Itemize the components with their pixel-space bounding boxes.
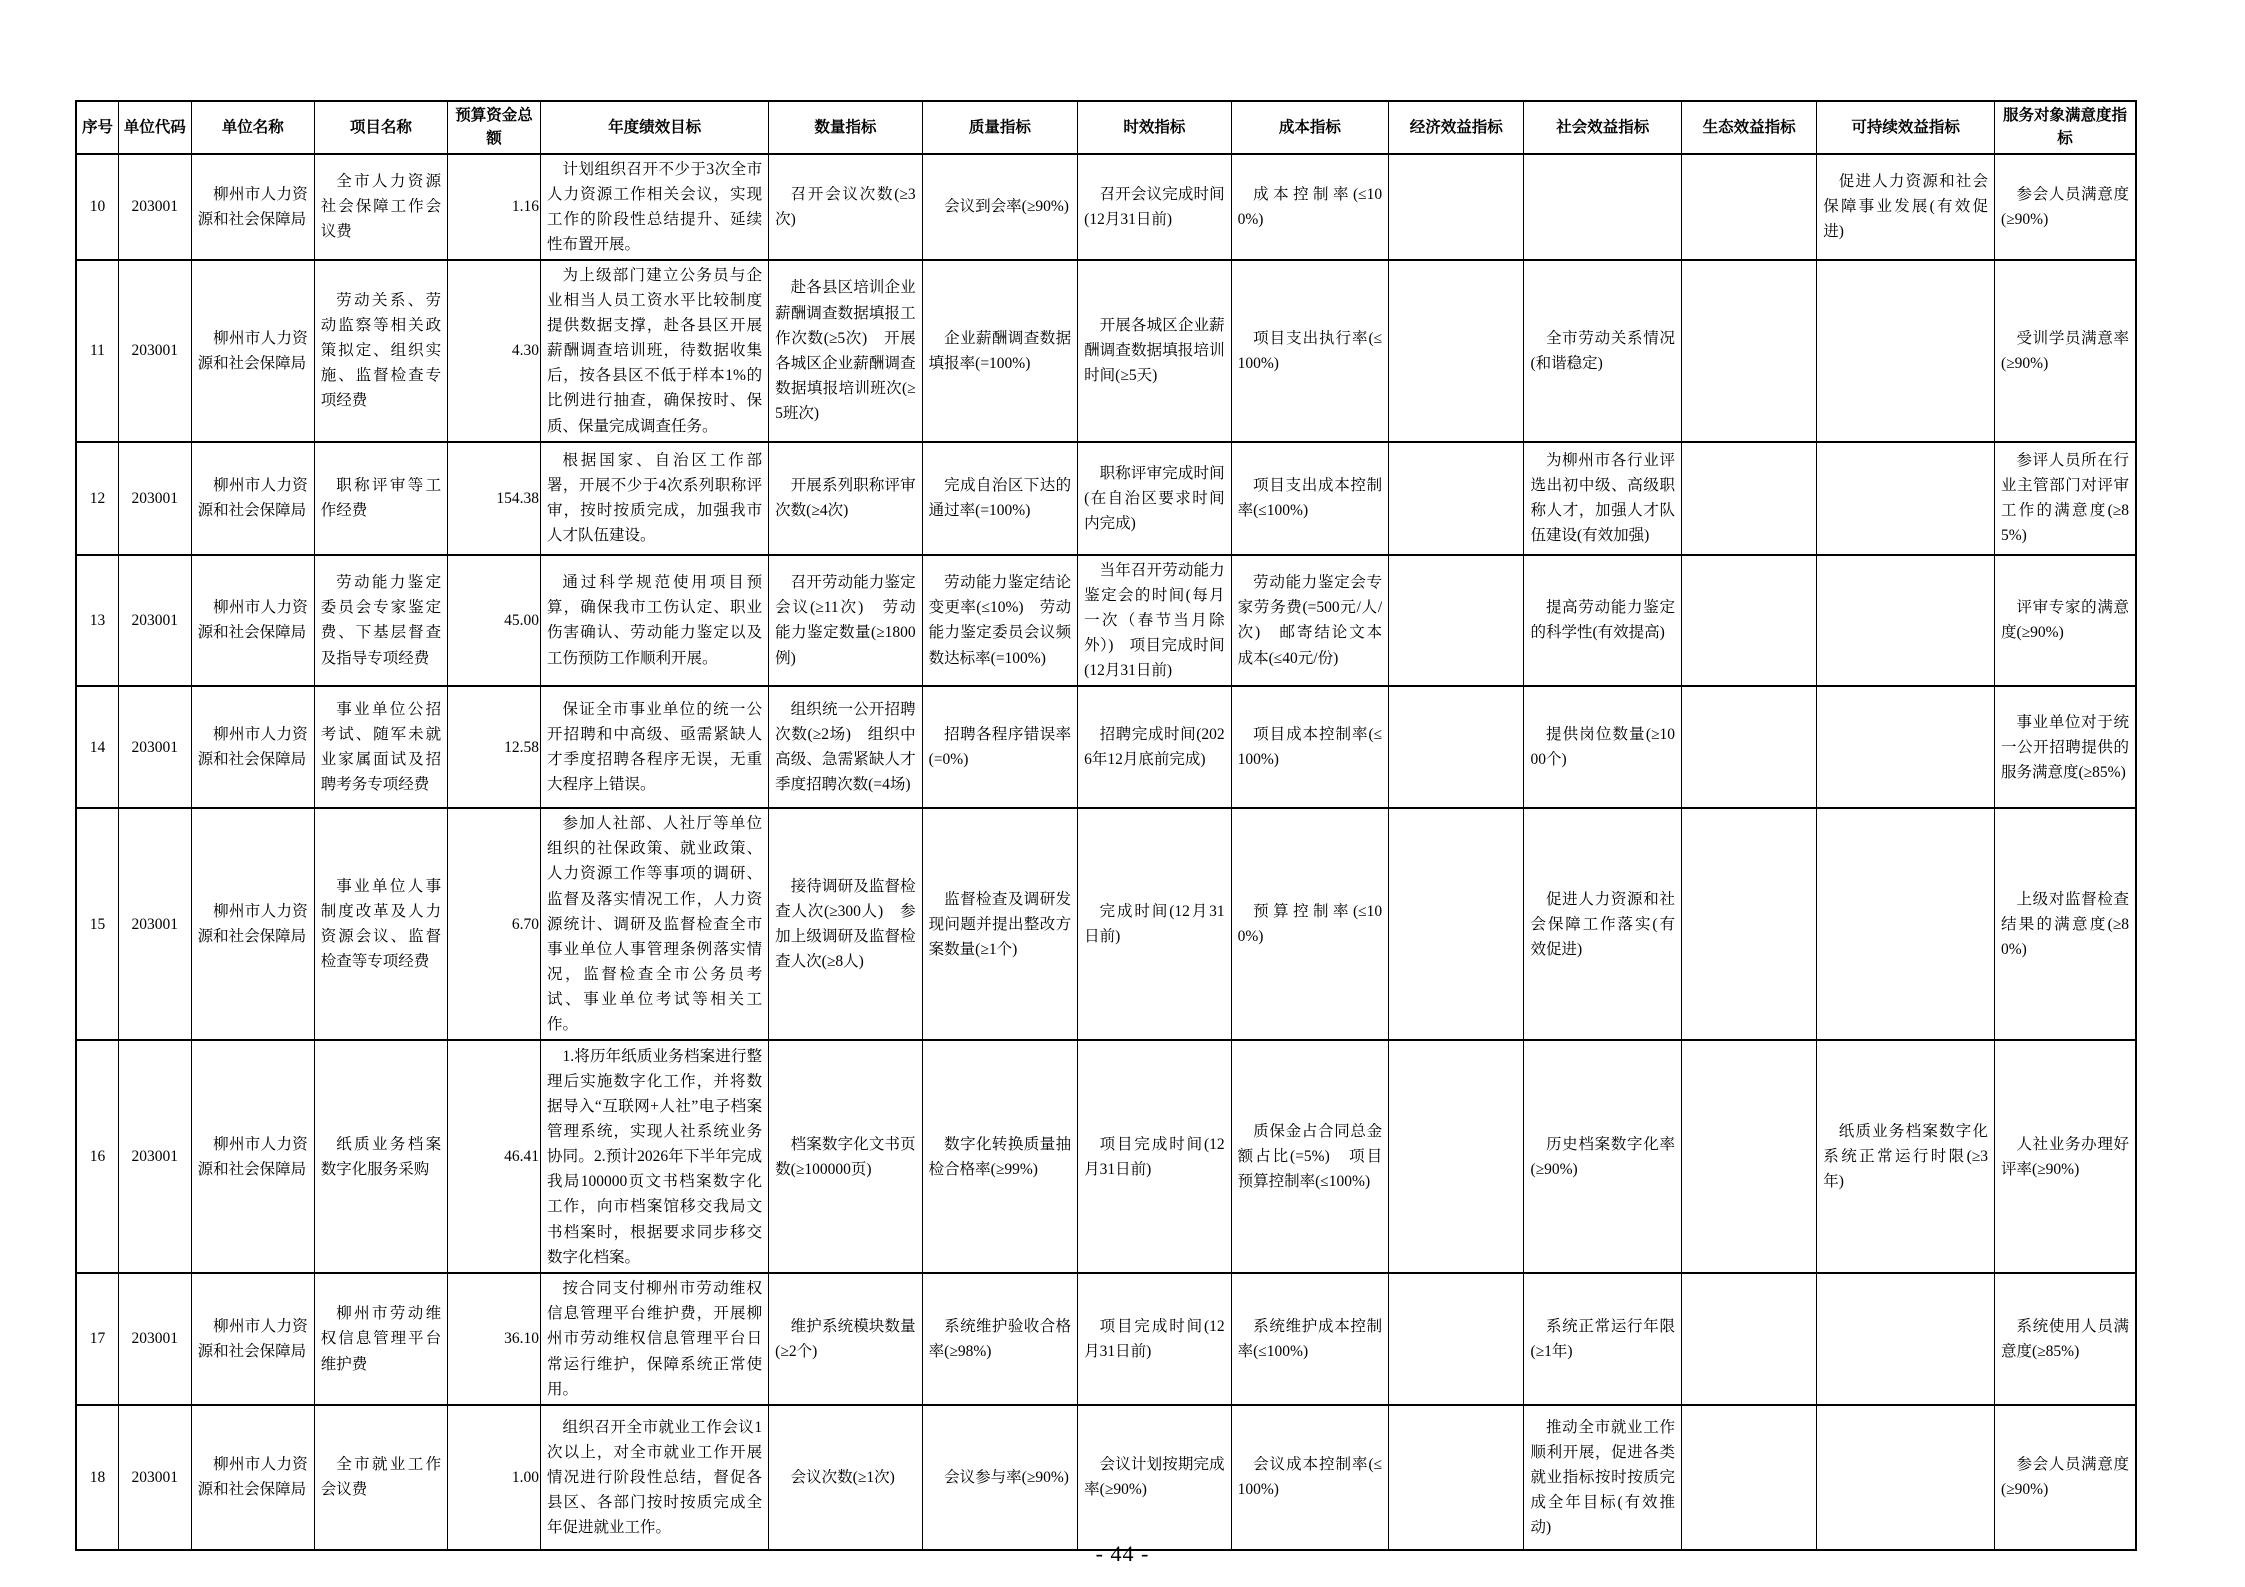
- header-cell: 单位代码: [118, 101, 191, 154]
- table-cell: 提高劳动能力鉴定的科学性(有效提高): [1524, 555, 1682, 687]
- table-cell: [1389, 1405, 1524, 1550]
- table-cell: 召开会议完成时间(12月31日前): [1078, 154, 1231, 260]
- table-cell: 14: [76, 686, 118, 808]
- table-cell: 全市人力资源社会保障工作会议费: [314, 154, 447, 260]
- table-cell: 招聘各程序错误率(=0%): [922, 686, 1078, 808]
- table-cell: 154.38: [448, 442, 541, 555]
- table-cell: [1681, 1273, 1816, 1405]
- table-cell: 45.00: [448, 555, 541, 687]
- table-cell: 档案数字化文书页数(≥100000页): [769, 1040, 922, 1273]
- table-cell: 系统使用人员满意度(≥85%): [1995, 1273, 2136, 1405]
- table-cell: 成本控制率(≤100%): [1231, 154, 1389, 260]
- table-cell: 会议到会率(≥90%): [922, 154, 1078, 260]
- table-cell: 6.70: [448, 808, 541, 1040]
- table-cell: [1681, 260, 1816, 442]
- table-cell: [1389, 154, 1524, 260]
- table-cell: 赴各县区培训企业薪酬调查数据填报工作次数(≥5次) 开展各城区企业薪酬调查数据填报培训班次(≥5班次): [769, 260, 922, 442]
- table-cell: 17: [76, 1273, 118, 1405]
- table-cell: 13: [76, 555, 118, 687]
- table-cell: 数字化转换质量抽检合格率(≥99%): [922, 1040, 1078, 1273]
- table-cell: [1681, 1040, 1816, 1273]
- table-cell: 参评人员所在行业主管部门对评审工作的满意度(≥85%): [1995, 442, 2136, 555]
- table-header-row: [76, 101, 2136, 154]
- table-cell: 203001: [118, 1040, 191, 1273]
- table-cell: 柳州市人力资源和社会保障局: [191, 555, 314, 687]
- table-row: [76, 1273, 2136, 1405]
- table-cell: 全市就业工作会议费: [314, 1405, 447, 1550]
- table-cell: 根据国家、自治区工作部署，开展不少于4次系列职称评审，按时按质完成，加强我市人才队伍建设。: [540, 442, 768, 555]
- header-cell: 生态效益指标: [1681, 101, 1816, 154]
- table-cell: 召开劳动能力鉴定会议(≥11次) 劳动能力鉴定数量(≥1800例): [769, 555, 922, 687]
- table-cell: 项目完成时间(12月31日前): [1078, 1040, 1231, 1273]
- table-cell: 柳州市人力资源和社会保障局: [191, 686, 314, 808]
- table-cell: 46.41: [448, 1040, 541, 1273]
- table-cell: [1817, 686, 1995, 808]
- table-cell: 会议成本控制率(≤100%): [1231, 1405, 1389, 1550]
- table-cell: 召开会议次数(≥3次): [769, 154, 922, 260]
- table-cell: 11: [76, 260, 118, 442]
- table-cell: 12.58: [448, 686, 541, 808]
- header-cell: 社会效益指标: [1524, 101, 1682, 154]
- table-cell: 项目支出执行率(≤100%): [1231, 260, 1389, 442]
- table-cell: [1389, 555, 1524, 687]
- table-cell: 为柳州市各行业评选出初中级、高级职称人才，加强人才队伍建设(有效加强): [1524, 442, 1682, 555]
- header-cell: 数量指标: [769, 101, 922, 154]
- table-cell: 柳州市人力资源和社会保障局: [191, 808, 314, 1040]
- table-cell: 评审专家的满意度(≥90%): [1995, 555, 2136, 687]
- table-cell: 1.00: [448, 1405, 541, 1550]
- header-cell: 可持续效益指标: [1817, 101, 1995, 154]
- table-cell: 提供岗位数量(≥1000个): [1524, 686, 1682, 808]
- table-cell: 会议次数(≥1次): [769, 1405, 922, 1550]
- table-cell: 项目支出成本控制率(≤100%): [1231, 442, 1389, 555]
- header-cell: 项目名称: [314, 101, 447, 154]
- table-cell: 参会人员满意度(≥90%): [1995, 154, 2136, 260]
- table-cell: [1681, 555, 1816, 687]
- table-cell: 企业薪酬调查数据填报率(=100%): [922, 260, 1078, 442]
- header-cell: 序号: [76, 101, 118, 154]
- table-cell: 柳州市人力资源和社会保障局: [191, 154, 314, 260]
- table-cell: [1681, 686, 1816, 808]
- table-row: [76, 1405, 2136, 1550]
- table-cell: [1389, 808, 1524, 1040]
- table-cell: [1389, 686, 1524, 808]
- table-cell: 促进人力资源和社会保障工作落实(有效促进): [1524, 808, 1682, 1040]
- table-cell: [1817, 1405, 1995, 1550]
- table-cell: 事业单位公招考试、随军未就业家属面试及招聘考务专项经费: [314, 686, 447, 808]
- table-row: [76, 260, 2136, 442]
- table-cell: [1817, 1273, 1995, 1405]
- table-cell: 质保金占合同总金额占比(=5%) 项目预算控制率(≤100%): [1231, 1040, 1389, 1273]
- table-cell: [1817, 260, 1995, 442]
- header-cell: 预算资金总额: [448, 101, 541, 154]
- table-cell: 纸质业务档案数字化系统正常运行时限(≥3年): [1817, 1040, 1995, 1273]
- table-cell: 203001: [118, 1405, 191, 1550]
- table-cell: 预算控制率(≤100%): [1231, 808, 1389, 1040]
- table-cell: 柳州市人力资源和社会保障局: [191, 1040, 314, 1273]
- table-cell: [1817, 808, 1995, 1040]
- table-cell: 为上级部门建立公务员与企业相当人员工资水平比较制度提供数据支撑，赴各县区开展薪酬调查培训班，待数据收集后，按各县区不低于样本1%的比例进行抽查，确保按时、保质、保量完成调查任务。: [540, 260, 768, 442]
- table-cell: 历史档案数字化率(≥90%): [1524, 1040, 1682, 1273]
- table-cell: 项目成本控制率(≤100%): [1231, 686, 1389, 808]
- table-row: [76, 442, 2136, 555]
- table-cell: 开展系列职称评审次数(≥4次): [769, 442, 922, 555]
- table-cell: 4.30: [448, 260, 541, 442]
- table-cell: 系统维护成本控制率(≤100%): [1231, 1273, 1389, 1405]
- table-cell: 劳动能力鉴定结论变更率(≤10%) 劳动能力鉴定委员会议频数达标率(=100%): [922, 555, 1078, 687]
- table-cell: 促进人力资源和社会保障事业发展(有效促进): [1817, 154, 1995, 260]
- table-cell: 纸质业务档案数字化服务采购: [314, 1040, 447, 1273]
- table-cell: 柳州市人力资源和社会保障局: [191, 260, 314, 442]
- table-cell: [1389, 442, 1524, 555]
- table-cell: 完成自治区下达的通过率(=100%): [922, 442, 1078, 555]
- table-cell: 1.16: [448, 154, 541, 260]
- table-cell: 受训学员满意率(≥90%): [1995, 260, 2136, 442]
- table-cell: 柳州市人力资源和社会保障局: [191, 1273, 314, 1405]
- table-cell: 203001: [118, 154, 191, 260]
- table-row: [76, 686, 2136, 808]
- table-cell: 12: [76, 442, 118, 555]
- table-cell: 203001: [118, 555, 191, 687]
- header-cell: 服务对象满意度指标: [1995, 101, 2136, 154]
- table-cell: 事业单位人事制度改革及人力资源会议、监督检查等专项经费: [314, 808, 447, 1040]
- table-cell: 人社业务办理好评率(≥90%): [1995, 1040, 2136, 1273]
- table-cell: 事业单位对于统一公开招聘提供的服务满意度(≥85%): [1995, 686, 2136, 808]
- table-cell: 柳州市人力资源和社会保障局: [191, 442, 314, 555]
- table-cell: 劳动关系、劳动监察等相关政策拟定、组织实施、监督检查专项经费: [314, 260, 447, 442]
- table-cell: [1817, 442, 1995, 555]
- table-cell: 10: [76, 154, 118, 260]
- table-cell: 203001: [118, 442, 191, 555]
- table-cell: 36.10: [448, 1273, 541, 1405]
- header-cell: 时效指标: [1078, 101, 1231, 154]
- table-cell: 完成时间(12月31日前): [1078, 808, 1231, 1040]
- table-cell: 招聘完成时间(2026年12月底前完成): [1078, 686, 1231, 808]
- table-cell: 系统正常运行年限(≥1年): [1524, 1273, 1682, 1405]
- table-row: [76, 154, 2136, 260]
- performance-indicators-table: [75, 100, 2137, 1551]
- table-row: [76, 1040, 2136, 1273]
- table-cell: 15: [76, 808, 118, 1040]
- table-cell: 开展各城区企业薪酬调查数据填报培训时间(≥5天): [1078, 260, 1231, 442]
- table-row: [76, 808, 2136, 1040]
- table-cell: 203001: [118, 686, 191, 808]
- table-row: [76, 555, 2136, 687]
- table-cell: [1389, 260, 1524, 442]
- table-cell: 组织召开全市就业工作会议1次以上，对全市就业工作开展情况进行阶段性总结，督促各县区、各部门按时按质完成全年促进就业工作。: [540, 1405, 768, 1550]
- table-cell: 16: [76, 1040, 118, 1273]
- table-cell: [1389, 1040, 1524, 1273]
- header-cell: 经济效益指标: [1389, 101, 1524, 154]
- table-cell: 职称评审完成时间(在自治区要求时间内完成): [1078, 442, 1231, 555]
- table-cell: [1681, 154, 1816, 260]
- table-cell: 18: [76, 1405, 118, 1550]
- table-cell: 参加人社部、人社厅等单位组织的社保政策、就业政策、人力资源工作等事项的调研、监督及落实情况工作，人力资源统计、调研及监督检查全市事业单位人事管理条例落实情况，监督检查全市公务员考试、事业单位考试等相关工作。: [540, 808, 768, 1040]
- table-cell: 柳州市人力资源和社会保障局: [191, 1405, 314, 1550]
- table-cell: 劳动能力鉴定委员会专家鉴定费、下基层督查及指导专项经费: [314, 555, 447, 687]
- table-cell: 柳州市劳动维权信息管理平台维护费: [314, 1273, 447, 1405]
- table-cell: 全市劳动关系情况(和谐稳定): [1524, 260, 1682, 442]
- table-cell: 保证全市事业单位的统一公开招聘和中高级、亟需紧缺人才季度招聘各程序无误，无重大程序上错误。: [540, 686, 768, 808]
- table-cell: [1681, 1405, 1816, 1550]
- table-cell: 监督检查及调研发现问题并提出整改方案数量(≥1个): [922, 808, 1078, 1040]
- table-cell: [1681, 808, 1816, 1040]
- table-cell: [1817, 555, 1995, 687]
- table-cell: 会议计划按期完成率(≥90%): [1078, 1405, 1231, 1550]
- table-cell: [1681, 442, 1816, 555]
- header-cell: 成本指标: [1231, 101, 1389, 154]
- table-cell: 计划组织召开不少于3次全市人力资源工作相关会议，实现工作的阶段性总结提升、延续性布置开展。: [540, 154, 768, 260]
- table-cell: 职称评审等工作经费: [314, 442, 447, 555]
- table-cell: 203001: [118, 1273, 191, 1405]
- table-cell: 系统维护验收合格率(≥98%): [922, 1273, 1078, 1405]
- table-cell: 参会人员满意度(≥90%): [1995, 1405, 2136, 1550]
- table-cell: 推动全市就业工作顺利开展，促进各类就业指标按时按质完成全年目标(有效推动): [1524, 1405, 1682, 1550]
- header-cell: 年度绩效目标: [540, 101, 768, 154]
- table-cell: 当年召开劳动能力鉴定会的时间(每月一次（春节当月除外）) 项目完成时间(12月31日前): [1078, 555, 1231, 687]
- table-cell: 组织统一公开招聘次数(≥2场) 组织中高级、急需紧缺人才季度招聘次数(=4场): [769, 686, 922, 808]
- table-cell: 203001: [118, 260, 191, 442]
- table-cell: 会议参与率(≥90%): [922, 1405, 1078, 1550]
- table-cell: [1524, 154, 1682, 260]
- table-cell: 上级对监督检查结果的满意度(≥80%): [1995, 808, 2136, 1040]
- table-cell: 项目完成时间(12月31日前): [1078, 1273, 1231, 1405]
- table-cell: [1389, 1273, 1524, 1405]
- table-cell: 通过科学规范使用项目预算，确保我市工伤认定、职业伤害确认、劳动能力鉴定以及工伤预防工作顺利开展。: [540, 555, 768, 687]
- header-cell: 质量指标: [922, 101, 1078, 154]
- header-cell: 单位名称: [191, 101, 314, 154]
- table-cell: 接待调研及监督检查人次(≥300人) 参加上级调研及监督检查人次(≥8人): [769, 808, 922, 1040]
- table-cell: 1.将历年纸质业务档案进行整理后实施数字化工作，并将数据导入“互联网+人社”电子档案管理系统，实现人社系统业务协同。2.预计2026年下半年完成我局100000页文书档案数字化工作，向市档案馆移交我局文书档案时，根据要求同步移交数字化档案。: [540, 1040, 768, 1273]
- table-cell: 劳动能力鉴定会专家劳务费(=500元/人/次) 邮寄结论文本成本(≤40元/份): [1231, 555, 1389, 687]
- page-number: - 44 -: [1095, 1541, 1150, 1566]
- table-cell: 203001: [118, 808, 191, 1040]
- table-cell: 按合同支付柳州市劳动维权信息管理平台维护费，开展柳州市劳动维权信息管理平台日常运行维护，保障系统正常使用。: [540, 1273, 768, 1405]
- table-cell: 维护系统模块数量(≥2个): [769, 1273, 922, 1405]
